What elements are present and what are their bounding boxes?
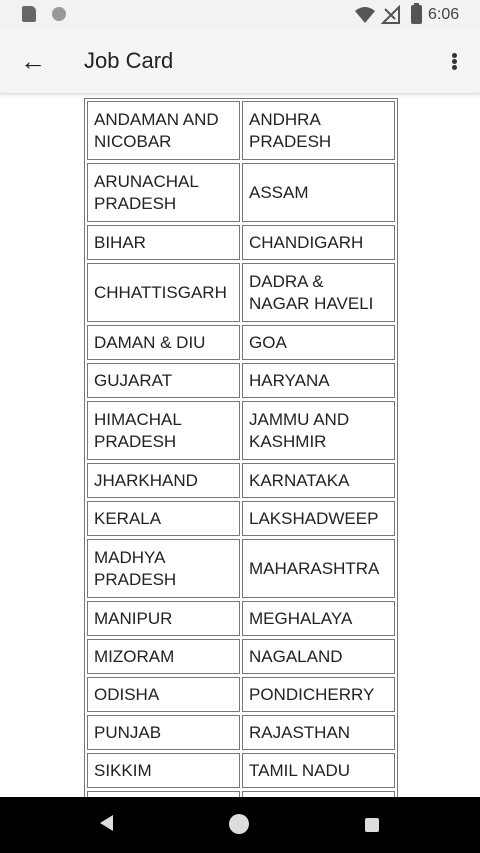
table-row — [87, 225, 395, 260]
page-title: Job Card — [84, 48, 174, 73]
state-cell[interactable]: PONDICHERRY — [242, 677, 395, 712]
signal-icon — [381, 5, 401, 25]
state-cell[interactable]: MAHARASHTRA — [242, 539, 395, 598]
table-row — [87, 539, 395, 598]
state-cell[interactable]: ANDHRA PRADESH — [242, 101, 395, 160]
navigation-bar — [0, 797, 480, 853]
nav-home-icon[interactable] — [229, 814, 249, 834]
state-cell[interactable]: ASSAM — [242, 163, 395, 222]
table-row — [87, 263, 395, 322]
state-cell[interactable]: KERALA — [87, 501, 240, 536]
state-cell[interactable]: MIZORAM — [87, 639, 240, 674]
table-row — [87, 715, 395, 750]
arrow-left-icon[interactable]: ← — [20, 46, 46, 76]
state-cell[interactable]: SIKKIM — [87, 753, 240, 788]
state-cell[interactable]: GUJARAT — [87, 363, 240, 398]
state-cell[interactable]: MEGHALAYA — [242, 601, 395, 636]
app-bar — [0, 30, 480, 94]
state-cell[interactable]: MADHYA PRADESH — [87, 539, 240, 598]
state-cell[interactable]: MANIPUR — [87, 601, 240, 636]
state-grid — [84, 98, 398, 797]
content-area[interactable] — [0, 95, 480, 797]
nav-recents-icon[interactable] — [365, 818, 379, 832]
table-row — [87, 501, 395, 536]
more-vert-icon[interactable] — [440, 46, 470, 76]
table-row — [87, 601, 395, 636]
table-row — [87, 677, 395, 712]
state-cell[interactable]: RAJASTHAN — [242, 715, 395, 750]
state-cell[interactable]: HARYANA — [242, 363, 395, 398]
battery-icon — [411, 5, 422, 24]
state-cell[interactable]: GOA — [242, 325, 395, 360]
state-cell[interactable]: PUNJAB — [87, 715, 240, 750]
table-row — [87, 325, 395, 360]
state-cell[interactable]: DAMAN & DIU — [87, 325, 240, 360]
status-time: 6:06 — [428, 6, 460, 23]
state-cell[interactable]: ANDAMAN AND NICOBAR — [87, 101, 240, 160]
state-cell[interactable]: CHHATTISGARH — [87, 263, 240, 322]
status-bar — [0, 0, 480, 30]
table-row — [87, 101, 395, 160]
sd-card-icon — [22, 6, 36, 22]
state-cell[interactable]: DADRA & NAGAR HAVELI — [242, 263, 395, 322]
wifi-icon — [354, 5, 376, 25]
nav-back-icon[interactable] — [100, 815, 113, 831]
state-cell[interactable]: KARNATAKA — [242, 463, 395, 498]
table-row — [87, 163, 395, 222]
table-row — [87, 401, 395, 460]
circle-icon — [52, 7, 66, 21]
state-cell[interactable]: CHANDIGARH — [242, 225, 395, 260]
table-row — [87, 463, 395, 498]
state-cell[interactable]: BIHAR — [87, 225, 240, 260]
state-cell[interactable]: TAMIL NADU — [242, 753, 395, 788]
state-cell[interactable]: HIMACHAL PRADESH — [87, 401, 240, 460]
state-cell[interactable]: ODISHA — [87, 677, 240, 712]
table-row — [87, 363, 395, 398]
state-cell[interactable]: ARUNACHAL PRADESH — [87, 163, 240, 222]
state-cell[interactable]: LAKSHADWEEP — [242, 501, 395, 536]
state-cell[interactable]: JHARKHAND — [87, 463, 240, 498]
state-cell[interactable]: NAGALAND — [242, 639, 395, 674]
state-cell[interactable]: JAMMU AND KASHMIR — [242, 401, 395, 460]
table-row — [87, 639, 395, 674]
table-row — [87, 753, 395, 788]
